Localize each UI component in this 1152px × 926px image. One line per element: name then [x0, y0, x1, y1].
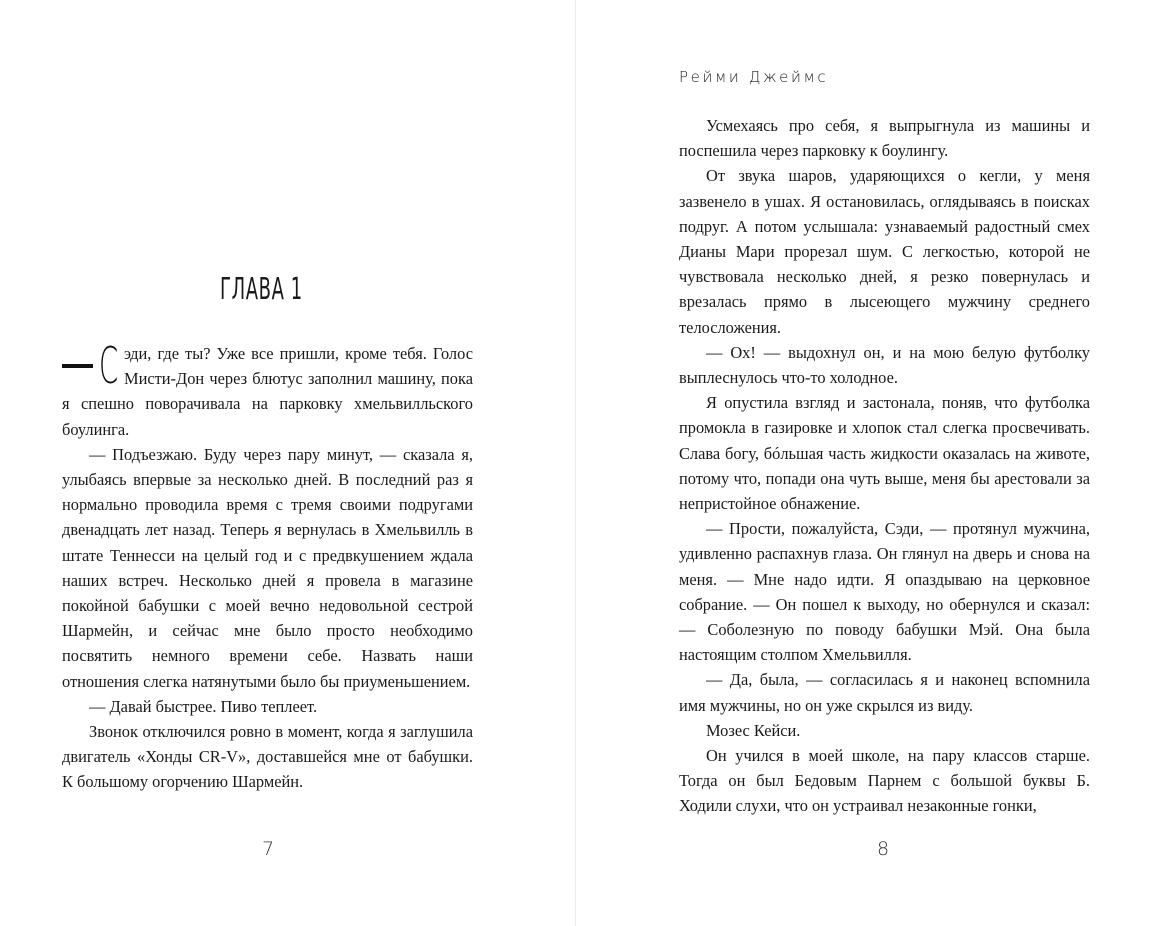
drop-cap-dash: [62, 364, 93, 368]
body-paragraph: Звонок отключился ровно в момент, когда я заглушила двигатель «Хонды CR-V», доставшейся мне от бабушки. К большому огорчению Шармейн.: [62, 722, 473, 792]
body-paragraph: — Подъезжаю. Буду через пару минут, — сказала я, улыбаясь впервые за несколько дней. В последний раз я нормально проводила время с тремя своими подругами двенадцать лет назад. Теперь я вернулась в Хмельвилль в штате Теннесси на целый год и с предвкушением ждала наших встреч. Несколько дней я провела в магазине покойной бабушки с моей вечно недовольной сестрой Шармейн, и сейчас мне было просто необходимо посвятить немного времени себе. Назвать наши отношения слегка натянутыми было бы приуменьшением.: [62, 444, 473, 691]
page-number-right: 8: [877, 838, 890, 860]
right-page-body: [679, 113, 1090, 819]
opening-paragraph: [62, 337, 473, 442]
body-paragraph: — Ох! — выдохнул он, и на мою белую футболку выплеснулось что-то холодное.: [679, 342, 1090, 388]
body-paragraph: — Да, была, — согласилась я и наконец вспомнила имя мужчины, но он уже скрылся из виду.: [679, 670, 1090, 715]
drop-cap-letter: С: [99, 337, 119, 395]
body-paragraph: От звука шаров, ударяющихся о кегли, у меня зазвенело в ушах. Я остановилась, оглядываясь в поисках подруг. А потом услышала: узнаваемый радостный смех Дианы Мари прорезал шум. С легкостью, которой не чувствовала несколько дней, я резко повернулась и врезалась прямо в лысеющего мужчину среднего телосложения.: [679, 166, 1090, 337]
body-paragraph: Усмехаясь про себя, я выпрыгнула из машины и поспешила через парковку к боулингу.: [679, 116, 1090, 161]
page-number-left: 7: [262, 838, 275, 860]
body-paragraph: Мозес Кейси.: [706, 720, 801, 740]
body-paragraph: — Давай быстрее. Пиво теплеет.: [89, 696, 318, 716]
chapter-title: ГЛАВА 1: [220, 272, 303, 307]
left-page: [0, 0, 575, 926]
body-paragraph: Он учился в моей школе, на пару классов старше. Тогда он был Бедовым Парнем с большой буквы Б. Ходили слухи, что он устраивал незаконные гонки,: [679, 746, 1090, 816]
right-page: [576, 0, 1152, 926]
body-paragraph: — Прости, пожалуйста, Сэди, — протянул мужчина, удивленно распахнув глаза. Он глянул на дверь и снова на меня. — Мне надо идти. Я опаздываю на церковное собрание. — Он пошел к выходу, но обернулся и сказал: — Соболезную по поводу бабушки Мэй. Она была настоящим столпом Хмельвилля.: [679, 519, 1090, 665]
left-page-body: [62, 337, 473, 795]
opening-paragraph-text: эди, где ты? Уже все пришли, кроме тебя. Голос Мисти-Дон через блютус заполнил машину, пока я спешно поворачивала на парковку хмельвилльского боулинга.: [62, 344, 473, 439]
running-head-author: Рейми Джеймс: [679, 68, 829, 86]
body-paragraph: Я опустила взгляд и застонала, поняв, что футболка промокла в газировке и хлопок стал слегка просвечивать. Слава богу, бóльшая часть жидкости оказалась на животе, потому что, попади она чуть выше, меня бы арестовали за непристойное обнажение.: [679, 393, 1090, 514]
